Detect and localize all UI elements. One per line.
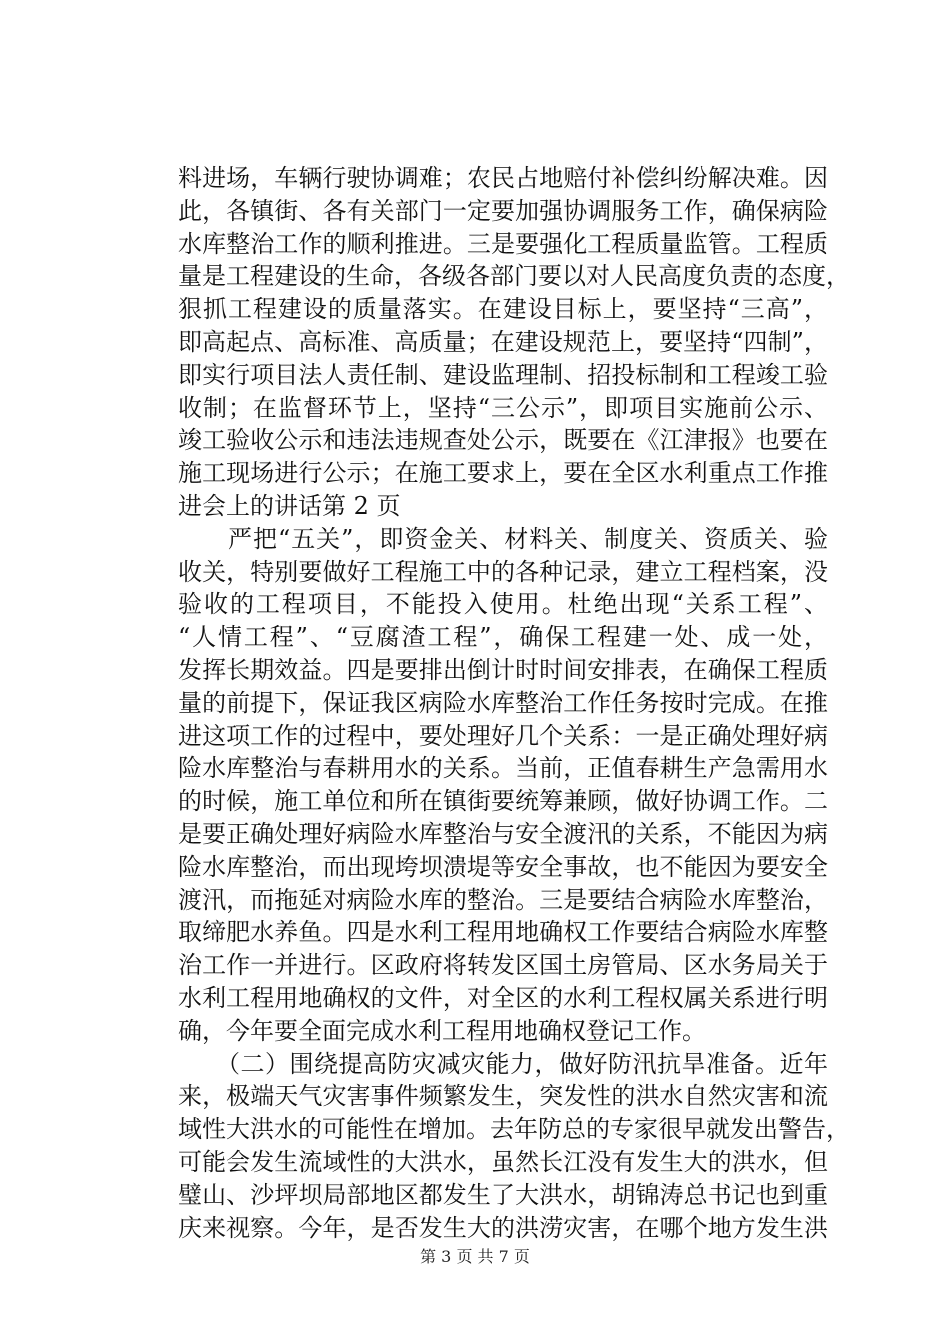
paragraph-3 [178,1048,850,1245]
text-line: （二）围绕提高防灾减灾能力，做好防汛抗旱准备。近年 [216,1049,828,1078]
text-line: 收关，特别要做好工程施工中的各种记录，建立工程档案，没 [178,557,828,586]
text-line: 竣工验收公示和违法违规查处公示，既要在《江津报》也要在 [178,426,828,455]
text-line: 量的前提下，保证我区病险水库整治工作任务按时完成。在推 [178,688,828,717]
text-line: 验收的工程项目，不能投入使用。杜绝出现“关系工程”、 [178,590,828,619]
paragraph-2 [178,523,828,1048]
text-line: 水利工程用地确权的文件，对全区的水利工程权属关系进行明 [178,983,828,1012]
text-line: “人情工程”、“豆腐渣工程”，确保工程建一处、成一处， [178,623,828,652]
text-line: 璧山、沙坪坝局部地区都发生了大洪水，胡锦涛总书记也到重 [178,1180,828,1209]
document-body [178,162,850,1244]
text-line: 是要正确处理好病险水库整治与安全渡汛的关系，不能因为病 [178,819,828,848]
text-line: 即高起点、高标准、高质量；在建设规范上，要坚持“四制”， [178,327,828,356]
text-line: 水库整治工作的顺利推进。三是要强化工程质量监管。工程质 [178,229,828,258]
text-line: 治工作一并进行。区政府将转发区国土房管局、区水务局关于 [178,951,828,980]
text-line: 即实行项目法人责任制、建设监理制、招投标制和工程竣工验 [178,360,828,389]
text-line: 料进场，车辆行驶协调难；农民占地赔付补偿纠纷解决难。因 [178,164,828,192]
page-number-footer: 第 3 页 共 7 页 [420,1247,530,1266]
text-line: 险水库整治，而出现垮坝溃堤等安全事故，也不能因为要安全 [178,852,828,881]
text-line: 取缔肥水养鱼。四是水利工程用地确权工作要结合病险水库整 [178,918,828,947]
text-line: 的时候，施工单位和所在镇街要统筹兼顾，做好协调工作。二 [178,787,828,816]
text-line: 确，今年要全面完成水利工程用地确权登记工作。 [178,1016,706,1045]
text-line: 进这项工作的过程中，要处理好几个关系：一是正确处理好病 [178,721,828,750]
text-line: 收制；在监督环节上，坚持“三公示”，即项目实施前公示、 [178,393,828,422]
text-line: 来，极端天气灾害事件频繁发生，突发性的洪水自然灾害和流 [178,1082,828,1111]
text-line: 狠抓工程建设的质量落实。在建设目标上，要坚持“三高”， [178,295,828,324]
text-line: 险水库整治与春耕用水的关系。当前，正值春耕生产急需用水 [178,754,828,783]
text-line: 量是工程建设的生命，各级各部门要以对人民高度负责的态度， [178,262,850,291]
text-line: 施工现场进行公示；在施工要求上，要在全区水利重点工作推 [178,459,828,488]
text-line: 域性大洪水的可能性在增加。去年防总的专家很早就发出警告， [178,1115,850,1144]
text-line: 进会上的讲话第 2 页 [178,491,401,520]
text-line: 可能会发生流域性的大洪水，虽然长江没有发生大的洪水，但 [178,1147,828,1176]
paragraph-1 [178,162,850,523]
text-line: 此，各镇街、各有关部门一定要加强协调服务工作，确保病险 [178,196,828,225]
text-line: 发挥长期效益。四是要排出倒计时时间安排表，在确保工程质 [178,655,828,684]
text-line: 渡汛，而拖延对病险水库的整治。三是要结合病险水库整治， [178,885,828,914]
text-line: 庆来视察。今年，是否发生大的洪涝灾害，在哪个地方发生洪 [178,1213,828,1242]
text-line: 严把“五关”，即资金关、材料关、制度关、资质关、验 [228,524,828,553]
